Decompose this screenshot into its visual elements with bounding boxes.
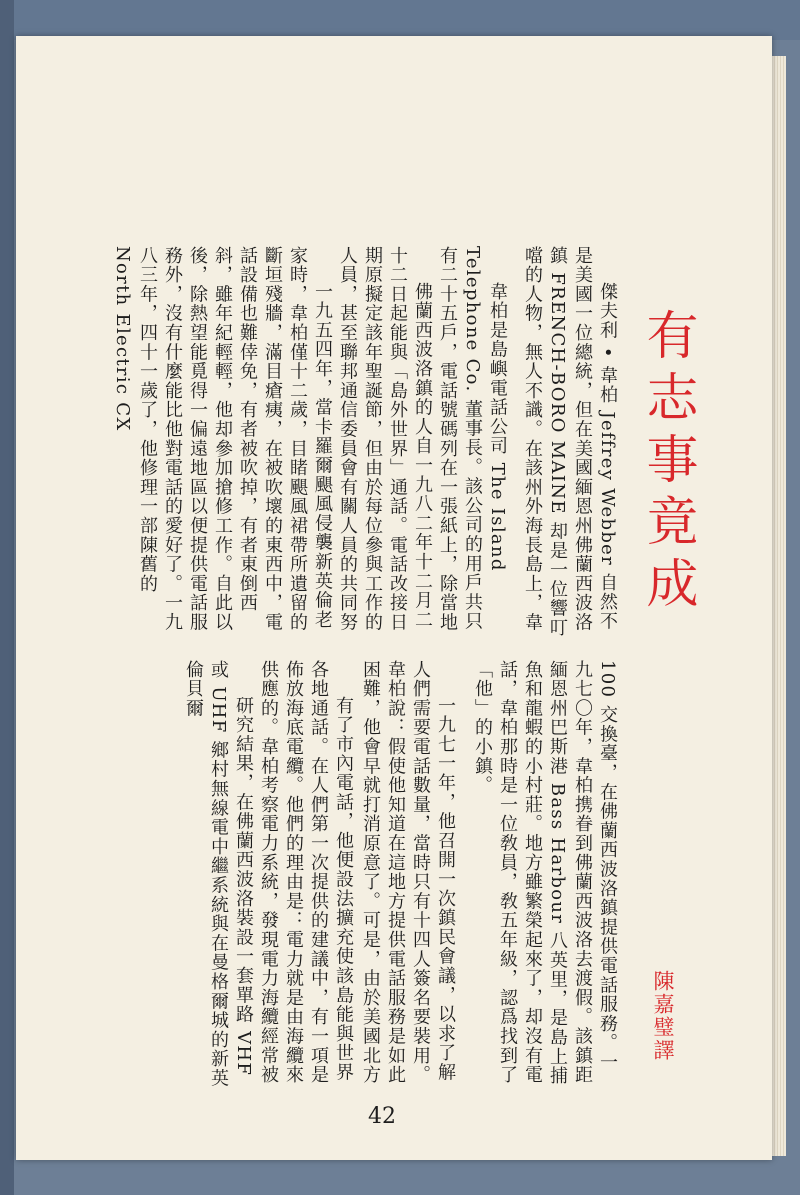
paragraph: 傑夫利 • 韋柏 Jeffrey Webber 自然不是美國一位總統，但在美國緬恩州佛蘭西波洛鎮 FRENCH-BORO MAINE 却是一位響叮噹的人物，無人不識。在該州外海長島上，韋 <box>522 246 618 638</box>
book-cover-edge <box>0 0 800 40</box>
translator-credit: 陳嘉璧譯 <box>651 970 675 1062</box>
text-column <box>520 246 620 641</box>
text-column <box>465 660 620 1090</box>
paragraph: 100 交換臺，在佛蘭西波洛鎮提供電話服務。一九七〇年，韋柏携眷到佛蘭西波洛去渡假。該鎮距緬恩州巴斯港 Bass Harbour 八英里，是島上捕魚和龍蝦的小村莊。地方雖繁榮起來了，却沒有電話，韋柏那時是一位敎員，敎五年級，認爲找到了「他」的小鎮。 <box>472 660 618 1086</box>
text-column <box>98 246 335 641</box>
paragraph: 佛蘭西波洛鎮的人自一九八二年十二月二十二日起能與「島外世界」通話。電話改接日期原擬定該年聖誕節，但由於每位參與工作的人員，甚至聯邦通信委員會有關人員的共同努 <box>337 246 433 632</box>
paragraph: 研究結果，在佛蘭西波洛裝設一套單路 VHF 或 UHF 鄉村無線電中繼系統與在曼格爾城的新英倫貝爾 <box>183 660 254 1088</box>
book-spine <box>0 0 14 1195</box>
text-column <box>98 660 256 1090</box>
text-column <box>256 660 356 1090</box>
paragraph: 有了市內電話，他便設法擴充使該島能與世界各地通話。在人們第一次提供的建議中，有一項是佈放海底電纜。他們的理由是：電力就是由海纜來供應的。韋柏考察電力系統，發現電力海纜經常被 <box>258 660 354 1085</box>
page-edges <box>772 56 786 1156</box>
paragraph: 一九七一年，他召開一次鎮民會議，以求了解人們需要電話數量，當時只有十四人簽名要裝用。韋柏說：假使他知道在這地方提供電話服務是如此困難，他會早就打消原意了。可是，由於美國北方 <box>360 660 456 1085</box>
article-bottom-block <box>98 660 620 1090</box>
book-page <box>16 36 772 1160</box>
text-column <box>356 660 458 1090</box>
paragraph: 一九五四年，當卡羅爾颶風侵襲新英倫老家時，韋柏僅十二歲，目睹颶風裙帶所遺留的斷垣殘牆，滿目瘡痍，在被吹壞的東西中，電話設備也難倖免，有者被吹掉，有者東倒西斜，雖年紀輕輕，他却參加搶修工作。自此以後，除熱望能覓得一偏遠地區以便提供電話服務外，沒有什麼能比他對電話的愛好了。一九八三年，四十一歲了，他修理一部陳舊的 North Electric CX <box>112 246 333 632</box>
text-column <box>435 246 510 641</box>
article-title: 有志事竟成 <box>637 308 697 618</box>
page-number: 42 <box>368 1104 396 1129</box>
article-top-block <box>98 246 620 641</box>
text-column <box>335 246 435 641</box>
paragraph: 韋柏是島嶼電話公司 The Island Telephone Co. 董事長。該公司的用戶共只有二十五戶，電話號碼列在一張紙上，除當地 <box>437 246 508 632</box>
